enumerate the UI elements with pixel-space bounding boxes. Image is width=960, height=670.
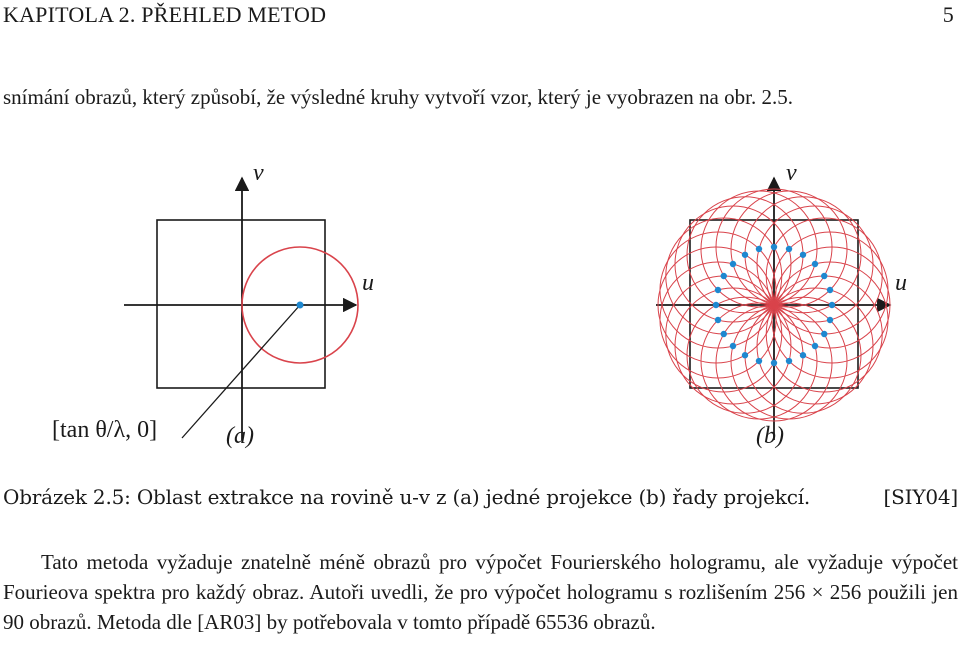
rosette-point bbox=[756, 358, 762, 364]
rosette-point bbox=[713, 302, 719, 308]
panel-a-caption-label: (a) bbox=[226, 423, 254, 449]
rosette-point bbox=[829, 302, 835, 308]
rosette-point bbox=[721, 273, 727, 279]
rosette-point bbox=[715, 287, 721, 293]
rosette-point bbox=[771, 360, 777, 366]
rosette-point bbox=[730, 343, 736, 349]
rosette-point bbox=[821, 273, 827, 279]
panel-b-caption-label: (b) bbox=[756, 423, 784, 449]
body-paragraph: Tato metoda vyžaduje znatelně méně obrazů pro výpočet Fourierského hologramu, ale vyžaduje výpočet Fourieova spektra pro každý obraz. Autoři uvedli, že pro výpočet hologramu s rozlišením 256 × 256 použili jen 90 obrazů. Metoda dle [AR03] by potřebovala v tomto případě 65536 obrazů. bbox=[3, 550, 958, 634]
rosette-point bbox=[721, 331, 727, 337]
rosette-point bbox=[742, 252, 748, 258]
rosette-point bbox=[800, 352, 806, 358]
rosette-point bbox=[715, 317, 721, 323]
rosette-point bbox=[742, 352, 748, 358]
panel-a-pointer-line bbox=[182, 305, 300, 438]
rosette-point bbox=[812, 261, 818, 267]
panel-b bbox=[656, 178, 890, 440]
panel-a-u-label: u bbox=[362, 270, 374, 296]
caption-text: Obrázek 2.5: Oblast extrakce na rovině u-v z (a) jedné projekce (b) řady projekcí. bbox=[3, 485, 811, 509]
panel-b-v-label: v bbox=[786, 160, 797, 186]
panel-a-point bbox=[297, 302, 304, 309]
rosette-point bbox=[821, 331, 827, 337]
page-header bbox=[3, 2, 954, 30]
panel-a-point-label: [tan θ/λ, 0] bbox=[52, 417, 158, 443]
rosette-point bbox=[756, 246, 762, 252]
panel-a-v-label: v bbox=[253, 160, 264, 186]
caption-citation: [SIY04] bbox=[883, 485, 958, 509]
page-number: 5 bbox=[942, 2, 954, 27]
intro-paragraph: snímání obrazů, který způsobí, že výsledné kruhy vytvoří vzor, který je vyobrazen na obr. 2.5. bbox=[3, 85, 793, 109]
rosette-point bbox=[786, 246, 792, 252]
rosette-point bbox=[786, 358, 792, 364]
figure-2-5 bbox=[0, 150, 960, 460]
rosette-point bbox=[812, 343, 818, 349]
rosette-point bbox=[827, 317, 833, 323]
rosette-point bbox=[827, 287, 833, 293]
figure-caption bbox=[3, 484, 958, 510]
panel-b-u-label: u bbox=[895, 270, 907, 296]
figure-drawing bbox=[0, 150, 960, 460]
panel-a bbox=[124, 178, 358, 440]
chapter-title: KAPITOLA 2. PŘEHLED METOD bbox=[3, 2, 327, 27]
rosette-point bbox=[800, 252, 806, 258]
rosette-point bbox=[730, 261, 736, 267]
rosette-point bbox=[771, 244, 777, 250]
